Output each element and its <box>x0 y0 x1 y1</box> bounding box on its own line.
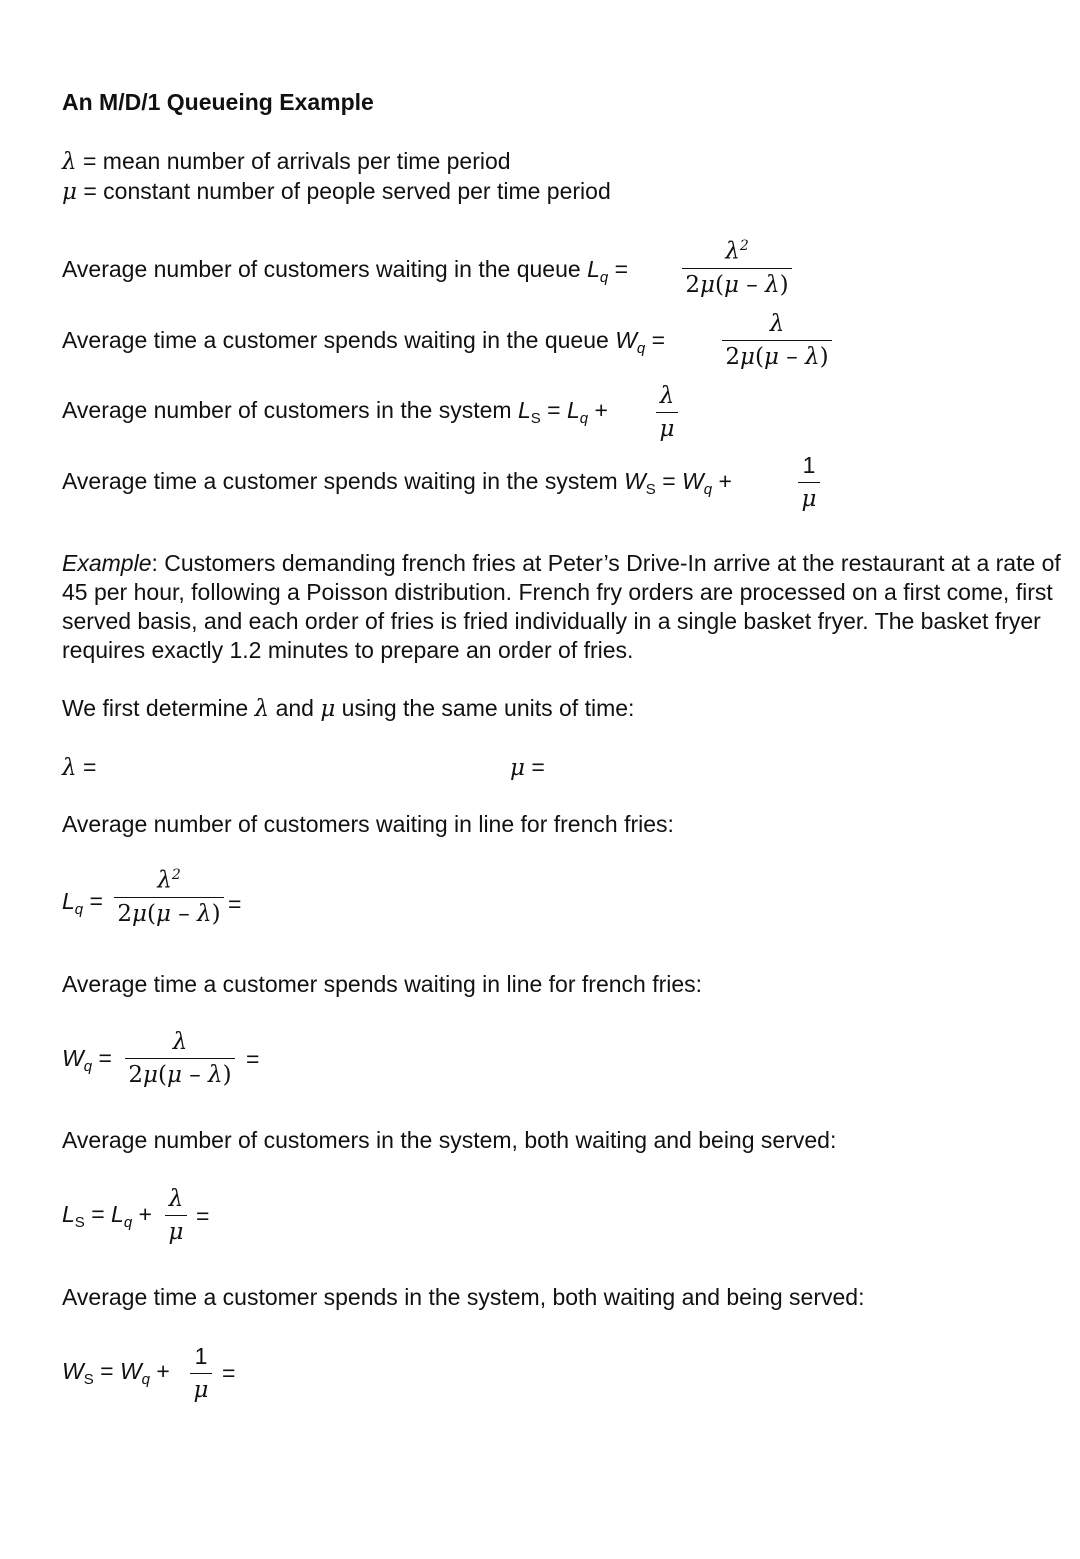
lq-work-equals: = <box>228 891 242 917</box>
lq-label-text: Average number of customers waiting in the queue <box>62 256 581 282</box>
wq-work-equals: = <box>246 1046 260 1072</box>
ls-formula-label: Average number of customers in the system $L_S = L_q$ + <box>62 397 608 427</box>
ws-formula-label: Average time a customer spends waiting in the system $W_S = W_q$ + <box>62 468 732 498</box>
ws-work-equals: = <box>222 1360 236 1386</box>
page-title: An M/D/1 Queueing Example <box>62 89 374 115</box>
ls-work-label: $L_S = L_q$ + <box>62 1201 152 1231</box>
wq-work-label: $W_q$ = <box>62 1045 112 1075</box>
ls-heading: Average number of customers in the system, both waiting and being served: <box>62 1127 837 1153</box>
lq-formula-label: Average number of customers waiting in the queue $L_q$ = <box>62 256 629 286</box>
ls-label-text: Average number of customers in the system <box>62 397 512 423</box>
lq-fraction: $\lambda^2$ 2μ(μ – λ) <box>682 238 792 298</box>
wq-fraction: λ 2μ(μ – λ) <box>722 311 832 370</box>
mu-definition-text: = constant number of people served per time period <box>83 178 611 204</box>
ws-work-label: $W_S = W_q$ + <box>62 1358 170 1388</box>
example-text: : Customers demanding french fries at Peter’s Drive-In arrive at the restaurant at a rate of 45 per hour, following a Poisson distribution. French fry orders are processed on a first come, first served basis, and each order of fries is fried individually in a single basket fryer. The basket fryer requires exactly 1.2 minutes to prepare an order of fries. <box>62 550 1061 663</box>
determine-and: and <box>275 695 314 721</box>
example-lead: Example <box>62 550 152 576</box>
ws-heading: Average time a customer spends in the system, both waiting and being served: <box>62 1284 865 1310</box>
ws-fraction: 1 μ <box>798 452 820 512</box>
wq-formula-label: Average time a customer spends waiting in the queue $W_q$ = <box>62 327 666 357</box>
mu-definition: μ = constant number of people served per time period <box>62 178 611 205</box>
lq-heading: Average number of customers waiting in line for french fries: <box>62 811 674 837</box>
lambda-equals: λ = <box>62 754 97 781</box>
lq-work-fraction: $\lambda^2$ 2μ(μ – λ) <box>114 867 224 927</box>
ls-fraction: λ μ <box>656 383 678 442</box>
example-paragraph <box>62 549 1080 665</box>
ws-label-text: Average time a customer spends waiting in the system <box>62 468 618 494</box>
mu-equals: μ = <box>510 754 545 781</box>
lambda-definition: λ = mean number of arrivals per time period <box>62 148 511 175</box>
lambda-definition-text: = mean number of arrivals per time period <box>82 148 511 174</box>
ls-work-equals: = <box>196 1203 210 1229</box>
wq-heading: Average time a customer spends waiting in line for french fries: <box>62 971 703 997</box>
ws-work-fraction: 1 μ <box>190 1343 212 1403</box>
determine-line: We first determine λ and μ using the same units of time: <box>62 695 635 722</box>
determine-suffix: using the same units of time: <box>341 695 635 721</box>
ls-work-fraction: λ μ <box>165 1186 187 1245</box>
wq-label-text: Average time a customer spends waiting in the queue <box>62 327 609 353</box>
determine-prefix: We first determine <box>62 695 249 721</box>
wq-work-fraction: λ 2μ(μ – λ) <box>125 1029 235 1088</box>
lq-work-label: $L_q$ = <box>62 888 103 918</box>
